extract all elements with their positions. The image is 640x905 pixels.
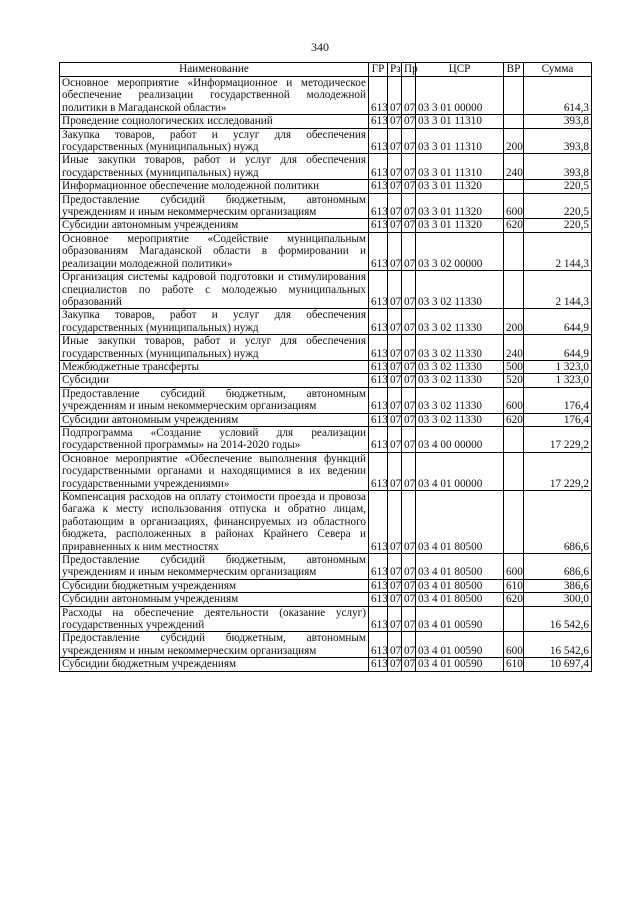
cell-sum: 300,0 <box>524 593 592 606</box>
cell-rz: 07 <box>388 491 402 554</box>
cell-sum: 176,4 <box>524 387 592 413</box>
cell-name: Межбюджетные трансферты <box>60 360 369 373</box>
cell-name: Субсидии бюджетным учреждениям <box>60 658 369 671</box>
cell-pr: 07 <box>402 360 416 373</box>
cell-gr: 613 <box>369 374 388 387</box>
table-row <box>60 219 592 232</box>
cell-rz: 07 <box>388 360 402 373</box>
cell-pr: 07 <box>402 219 416 232</box>
cell-name: Субсидии автономным учреждениям <box>60 413 369 426</box>
cell-csr: 03 3 01 11320 <box>416 219 504 232</box>
cell-vr <box>504 271 524 309</box>
cell-vr <box>504 232 524 270</box>
table-row <box>60 309 592 335</box>
cell-gr: 613 <box>369 387 388 413</box>
cell-pr: 07 <box>402 271 416 309</box>
cell-csr: 03 3 02 11330 <box>416 335 504 361</box>
cell-gr: 613 <box>369 232 388 270</box>
cell-rz: 07 <box>388 554 402 580</box>
cell-name: Субсидии <box>60 374 369 387</box>
cell-vr: 200 <box>504 309 524 335</box>
cell-name: Субсидии автономным учреждениям <box>60 593 369 606</box>
cell-pr: 07 <box>402 658 416 671</box>
cell-rz: 07 <box>388 309 402 335</box>
cell-csr: 03 3 02 00000 <box>416 232 504 270</box>
cell-name: Закупка товаров, работ и услуг для обеспечения государственных (муниципальных) нужд <box>60 309 369 335</box>
page-number: 340 <box>311 40 329 54</box>
table-row <box>60 606 592 632</box>
cell-gr: 613 <box>369 128 388 154</box>
cell-csr: 03 4 01 00000 <box>416 452 504 490</box>
cell-vr: 620 <box>504 593 524 606</box>
table-row <box>60 387 592 413</box>
cell-gr: 613 <box>369 335 388 361</box>
table-row <box>60 193 592 219</box>
cell-sum: 386,6 <box>524 579 592 592</box>
cell-csr: 03 3 02 11330 <box>416 360 504 373</box>
header-rz: Рз <box>388 63 402 77</box>
cell-rz: 07 <box>388 632 402 658</box>
cell-pr: 07 <box>402 193 416 219</box>
cell-vr: 610 <box>504 579 524 592</box>
cell-sum: 1 323,0 <box>524 374 592 387</box>
cell-name: Субсидии бюджетным учреждениям <box>60 579 369 592</box>
cell-vr <box>504 606 524 632</box>
table-header-row <box>60 63 592 77</box>
cell-csr: 03 4 01 80500 <box>416 554 504 580</box>
table-row <box>60 180 592 193</box>
table-row <box>60 554 592 580</box>
cell-csr: 03 4 01 00590 <box>416 606 504 632</box>
cell-pr: 07 <box>402 632 416 658</box>
cell-rz: 07 <box>388 374 402 387</box>
cell-csr: 03 3 02 11330 <box>416 413 504 426</box>
header-csr: ЦСР <box>416 63 504 77</box>
cell-csr: 03 4 00 00000 <box>416 426 504 452</box>
cell-csr: 03 3 02 11330 <box>416 374 504 387</box>
cell-csr: 03 4 01 00590 <box>416 632 504 658</box>
cell-rz: 07 <box>388 232 402 270</box>
cell-rz: 07 <box>388 154 402 180</box>
table-row <box>60 426 592 452</box>
cell-rz: 07 <box>388 413 402 426</box>
cell-vr <box>504 491 524 554</box>
cell-pr: 07 <box>402 413 416 426</box>
cell-csr: 03 3 02 11330 <box>416 387 504 413</box>
cell-sum: 176,4 <box>524 413 592 426</box>
cell-gr: 613 <box>369 554 388 580</box>
cell-sum: 17 229,2 <box>524 426 592 452</box>
cell-sum: 393,8 <box>524 128 592 154</box>
cell-gr: 613 <box>369 632 388 658</box>
table-row <box>60 491 592 554</box>
cell-gr: 613 <box>369 658 388 671</box>
cell-name: Иные закупки товаров, работ и услуг для обеспечения государственных (муниципальных) нужд <box>60 154 369 180</box>
cell-gr: 613 <box>369 360 388 373</box>
cell-vr: 610 <box>504 658 524 671</box>
cell-pr: 07 <box>402 154 416 180</box>
cell-sum: 16 542,6 <box>524 632 592 658</box>
cell-sum: 2 144,3 <box>524 232 592 270</box>
cell-sum: 393,8 <box>524 154 592 180</box>
cell-vr: 520 <box>504 374 524 387</box>
cell-rz: 07 <box>388 426 402 452</box>
cell-pr: 07 <box>402 232 416 270</box>
cell-rz: 07 <box>388 658 402 671</box>
cell-rz: 07 <box>388 180 402 193</box>
table-row <box>60 360 592 373</box>
cell-pr: 07 <box>402 77 416 115</box>
table-row <box>60 632 592 658</box>
table-row <box>60 579 592 592</box>
cell-rz: 07 <box>388 606 402 632</box>
cell-pr: 07 <box>402 309 416 335</box>
cell-csr: 03 3 02 11330 <box>416 309 504 335</box>
cell-sum: 220,5 <box>524 219 592 232</box>
header-vr: ВР <box>504 63 524 77</box>
cell-gr: 613 <box>369 452 388 490</box>
table-row <box>60 452 592 490</box>
cell-name: Иные закупки товаров, работ и услуг для обеспечения государственных (муниципальных) нужд <box>60 335 369 361</box>
cell-csr: 03 3 01 11310 <box>416 128 504 154</box>
cell-name: Предоставление субсидий бюджетным, автономным учреждениям и иным некоммерческим организациям <box>60 554 369 580</box>
table-row <box>60 413 592 426</box>
table-row <box>60 335 592 361</box>
cell-pr: 07 <box>402 180 416 193</box>
table-row <box>60 658 592 671</box>
cell-name: Предоставление субсидий бюджетным, автономным учреждениям и иным некоммерческим организациям <box>60 193 369 219</box>
cell-sum: 220,5 <box>524 193 592 219</box>
cell-csr: 03 4 01 80500 <box>416 593 504 606</box>
table-row <box>60 374 592 387</box>
cell-name: Информационное обеспечение молодежной политики <box>60 180 369 193</box>
cell-name: Закупка товаров, работ и услуг для обеспечения государственных (муниципальных) нужд <box>60 128 369 154</box>
cell-pr: 07 <box>402 579 416 592</box>
cell-sum: 10 697,4 <box>524 658 592 671</box>
budget-table <box>59 62 592 672</box>
table-row <box>60 593 592 606</box>
cell-pr: 07 <box>402 593 416 606</box>
cell-gr: 613 <box>369 606 388 632</box>
cell-sum: 220,5 <box>524 180 592 193</box>
cell-vr <box>504 180 524 193</box>
cell-rz: 07 <box>388 593 402 606</box>
cell-vr: 240 <box>504 335 524 361</box>
cell-name: Компенсация расходов на оплату стоимости проезда и провоза багажа к месту использования отпуска и обратно лицам, работающим в организациях, финансируемых из областного бюджета, расположенных в районах Крайнего Севера и приравненных к ним местностях <box>60 491 369 554</box>
cell-vr: 600 <box>504 632 524 658</box>
cell-pr: 07 <box>402 452 416 490</box>
table-row <box>60 271 592 309</box>
cell-gr: 613 <box>369 426 388 452</box>
cell-gr: 613 <box>369 413 388 426</box>
cell-name: Проведение социологических исследований <box>60 115 369 128</box>
cell-gr: 613 <box>369 309 388 335</box>
cell-sum: 2 144,3 <box>524 271 592 309</box>
cell-rz: 07 <box>388 219 402 232</box>
cell-pr: 07 <box>402 554 416 580</box>
cell-rz: 07 <box>388 579 402 592</box>
cell-gr: 613 <box>369 193 388 219</box>
header-pr: Пр <box>402 63 416 77</box>
cell-sum: 644,9 <box>524 335 592 361</box>
cell-vr: 240 <box>504 154 524 180</box>
cell-vr <box>504 115 524 128</box>
cell-csr: 03 3 01 00000 <box>416 77 504 115</box>
table-row <box>60 128 592 154</box>
table-row <box>60 77 592 115</box>
cell-gr: 613 <box>369 180 388 193</box>
cell-csr: 03 4 01 80500 <box>416 491 504 554</box>
cell-csr: 03 3 02 11330 <box>416 271 504 309</box>
cell-sum: 16 542,6 <box>524 606 592 632</box>
cell-gr: 613 <box>369 77 388 115</box>
cell-pr: 07 <box>402 374 416 387</box>
cell-name: Субсидии автономным учреждениям <box>60 219 369 232</box>
cell-csr: 03 3 01 11310 <box>416 154 504 180</box>
header-sum: Сумма <box>524 63 592 77</box>
cell-vr: 600 <box>504 193 524 219</box>
cell-pr: 07 <box>402 128 416 154</box>
cell-vr: 500 <box>504 360 524 373</box>
cell-gr: 613 <box>369 579 388 592</box>
cell-rz: 07 <box>388 77 402 115</box>
cell-name: Организация системы кадровой подготовки и стимулирования специалистов по работе с молодежью муниципальных образований <box>60 271 369 309</box>
cell-vr: 620 <box>504 219 524 232</box>
cell-vr: 620 <box>504 413 524 426</box>
cell-csr: 03 3 01 11320 <box>416 193 504 219</box>
cell-vr <box>504 452 524 490</box>
cell-sum: 393,8 <box>524 115 592 128</box>
cell-sum: 686,6 <box>524 554 592 580</box>
cell-name: Основное мероприятие «Информационное и методическое обеспечение реализации государственной молодежной политики в Магаданской области» <box>60 77 369 115</box>
cell-name: Основное мероприятие «Обеспечение выполнения функций государственными органами и находящимися в их ведении государственными учреждениями» <box>60 452 369 490</box>
cell-pr: 07 <box>402 606 416 632</box>
cell-sum: 644,9 <box>524 309 592 335</box>
cell-vr: 600 <box>504 387 524 413</box>
cell-csr: 03 4 01 80500 <box>416 579 504 592</box>
cell-sum: 686,6 <box>524 491 592 554</box>
table-row <box>60 115 592 128</box>
cell-gr: 613 <box>369 154 388 180</box>
cell-pr: 07 <box>402 115 416 128</box>
cell-rz: 07 <box>388 128 402 154</box>
cell-vr: 200 <box>504 128 524 154</box>
cell-vr <box>504 77 524 115</box>
table-row <box>60 232 592 270</box>
cell-gr: 613 <box>369 593 388 606</box>
cell-gr: 613 <box>369 219 388 232</box>
table-row <box>60 154 592 180</box>
cell-sum: 614,3 <box>524 77 592 115</box>
cell-gr: 613 <box>369 271 388 309</box>
cell-pr: 07 <box>402 387 416 413</box>
cell-vr: 600 <box>504 554 524 580</box>
cell-gr: 613 <box>369 115 388 128</box>
cell-rz: 07 <box>388 387 402 413</box>
cell-vr <box>504 426 524 452</box>
cell-name: Расходы на обеспечение деятельности (оказание услуг) государственных учреждений <box>60 606 369 632</box>
cell-name: Предоставление субсидий бюджетным, автономным учреждениям и иным некоммерческим организациям <box>60 632 369 658</box>
header-gr: ГР <box>369 63 388 77</box>
cell-name: Подпрограмма «Создание условий для реализации государственной программы» на 2014-2020 годы» <box>60 426 369 452</box>
cell-rz: 07 <box>388 335 402 361</box>
cell-pr: 07 <box>402 426 416 452</box>
cell-gr: 613 <box>369 491 388 554</box>
cell-rz: 07 <box>388 193 402 219</box>
header-name: Наименование <box>60 63 369 77</box>
cell-name: Основное мероприятие «Содействие муниципальным образованиям Магаданской области в формировании и реализации молодежной политики» <box>60 232 369 270</box>
cell-csr: 03 3 01 11320 <box>416 180 504 193</box>
cell-rz: 07 <box>388 452 402 490</box>
cell-pr: 07 <box>402 335 416 361</box>
cell-csr: 03 3 01 11310 <box>416 115 504 128</box>
cell-sum: 17 229,2 <box>524 452 592 490</box>
cell-sum: 1 323,0 <box>524 360 592 373</box>
cell-rz: 07 <box>388 115 402 128</box>
cell-pr: 07 <box>402 491 416 554</box>
cell-name: Предоставление субсидий бюджетным, автономным учреждениям и иным некоммерческим организациям <box>60 387 369 413</box>
cell-rz: 07 <box>388 271 402 309</box>
cell-csr: 03 4 01 00590 <box>416 658 504 671</box>
